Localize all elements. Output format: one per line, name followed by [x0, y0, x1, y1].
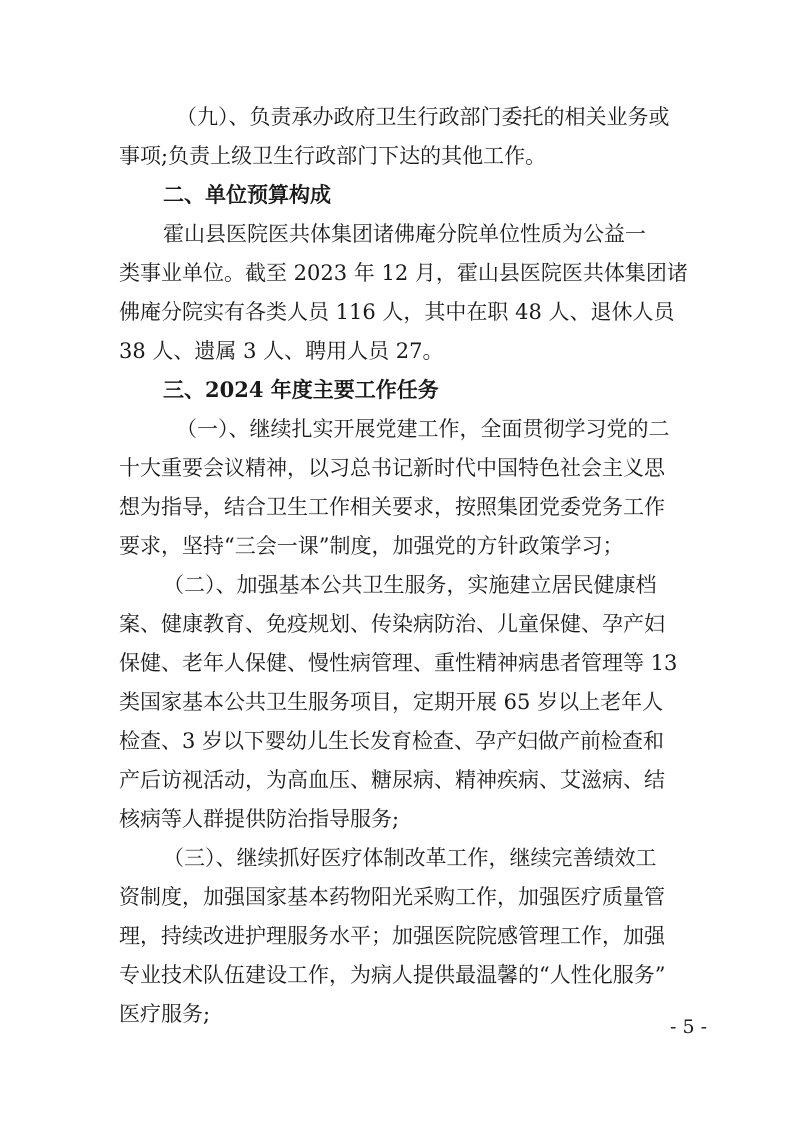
paragraph-line: 产后访视活动，为高血压、糖尿病、精神疾病、艾滋病、结 — [119, 768, 665, 792]
paragraph-line: 保健、老年人保健、慢性病管理、重性精神病患者管理等 13 — [119, 651, 678, 675]
paragraph-line: 十大重要会议精神，以习总书记新时代中国特色社会主义思 — [119, 456, 665, 480]
section-heading: 二、单位预算构成 — [163, 182, 331, 207]
paragraph-line: （一）、继续扎实开展党建工作，全面贯彻学习党的二 — [176, 417, 670, 441]
paragraph-line: 事项;负责上级卫生行政部门下达的其他工作。 — [119, 144, 547, 168]
paragraph-line: 霍山县医院医共体集团诸佛庵分院单位性质为公益一 — [163, 222, 646, 246]
paragraph-line: （二）、加强基本公共卫生服务，实施建立居民健康档 — [163, 573, 657, 597]
paragraph-line: （三）、继续抓好医疗体制改革工作，继续完善绩效工 — [163, 846, 657, 870]
paragraph-line: 想为指导，结合卫生工作相关要求，按照集团党委党务工作 — [119, 495, 665, 519]
paragraph-line: 38 人、遗属 3 人、聘用人员 27。 — [119, 339, 444, 363]
paragraph-line: 资制度，加强国家基本药物阳光采购工作，加强医疗质量管 — [119, 885, 665, 909]
paragraph-line: 要求，坚持“三会一课”制度，加强党的方针政策学习； — [119, 534, 624, 558]
paragraph-line: 检查、3 岁以下婴幼儿生长发育检查、孕产妇做产前检查和 — [119, 729, 665, 753]
paragraph-line: 类国家基本公共卫生服务项目，定期开展 65 岁以上老年人 — [119, 690, 664, 714]
paragraph-line: 佛庵分院实有各类人员 116 人，其中在职 48 人、退休人员 — [119, 300, 675, 324]
page-number: - 5 - — [669, 1016, 707, 1038]
paragraph-line: 案、健康教育、免疫规划、传染病防治、儿童保健、孕产妇 — [119, 612, 665, 636]
paragraph-line: 专业技术队伍建设工作，为病人提供最温馨的“人性化服务” — [119, 963, 666, 987]
paragraph-line: 医疗服务; — [119, 1002, 211, 1026]
paragraph-line: 类事业单位。截至 2023 年 12 月，霍山县医院医共体集团诸 — [119, 261, 688, 285]
paragraph-line: 核病等人群提供防治指导服务; — [119, 807, 400, 831]
section-heading: 三、2024 年度主要工作任务 — [163, 377, 439, 402]
paragraph-line: （九）、负责承办政府卫生行政部门委托的相关业务或 — [176, 105, 670, 129]
paragraph-line: 理，持续改进护理服务水平；加强医院院感管理工作，加强 — [119, 924, 665, 948]
